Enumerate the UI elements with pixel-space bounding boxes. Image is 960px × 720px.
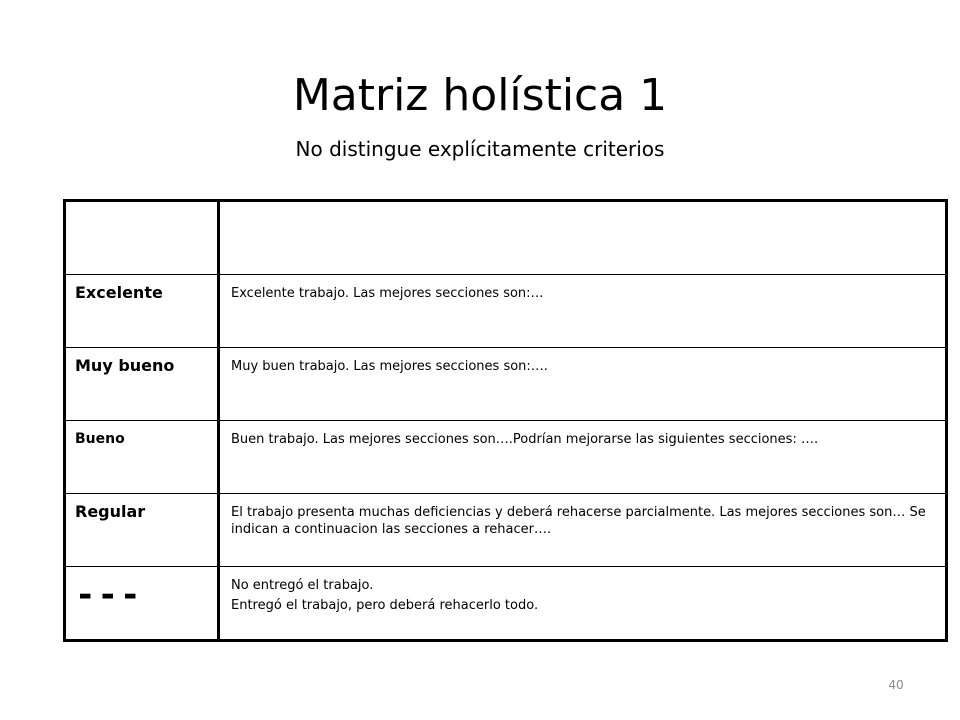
- header-level-text: [66, 202, 217, 210]
- table-row: [65, 567, 947, 641]
- level-cell: [65, 494, 219, 567]
- header-level-cell: [65, 201, 219, 275]
- level-cell: [65, 567, 219, 641]
- level-cell: [65, 348, 219, 421]
- table-row: [65, 275, 947, 348]
- description-line: No entregó el trabajo.: [231, 578, 374, 593]
- slide-title: Matriz holística 1: [292, 70, 668, 121]
- description-text: El trabajo presenta muchas deficiencias y deberá rehacerse parcialmente. Las mejores secciones son… Se indican a continuacion las secciones a rehacer….: [231, 505, 926, 537]
- table-header-row: [65, 201, 947, 275]
- description-cell: [219, 348, 947, 421]
- page-number: 40: [888, 678, 904, 692]
- description-cell: [219, 421, 947, 494]
- level-cell: [65, 275, 219, 348]
- slide-subtitle: No distingue explícitamente criterios: [295, 137, 665, 161]
- level-label: Excelente: [75, 283, 163, 302]
- level-label: Muy bueno: [75, 356, 175, 375]
- description-cell: [219, 494, 947, 567]
- level-cell: [65, 421, 219, 494]
- description-text: Excelente trabajo. Las mejores secciones son:…: [231, 286, 544, 301]
- level-label: Regular: [75, 502, 146, 521]
- description-line: Entregó el trabajo, pero deberá rehacerlo todo.: [231, 598, 539, 613]
- table-row: [65, 494, 947, 567]
- description-cell: [219, 275, 947, 348]
- level-label: ---: [75, 575, 143, 615]
- header-description-cell: [219, 201, 947, 275]
- header-description-text: [220, 202, 945, 212]
- holistic-rubric-table: [63, 199, 948, 642]
- description-text: Muy buen trabajo. Las mejores secciones son:….: [231, 359, 548, 374]
- table-row: [65, 348, 947, 421]
- description-text: [220, 567, 945, 614]
- description-text: Buen trabajo. Las mejores secciones son….Podrían mejorarse las siguientes secciones: ….: [231, 432, 819, 447]
- level-label: Bueno: [75, 431, 125, 447]
- table-row: [65, 421, 947, 494]
- description-cell: [219, 567, 947, 641]
